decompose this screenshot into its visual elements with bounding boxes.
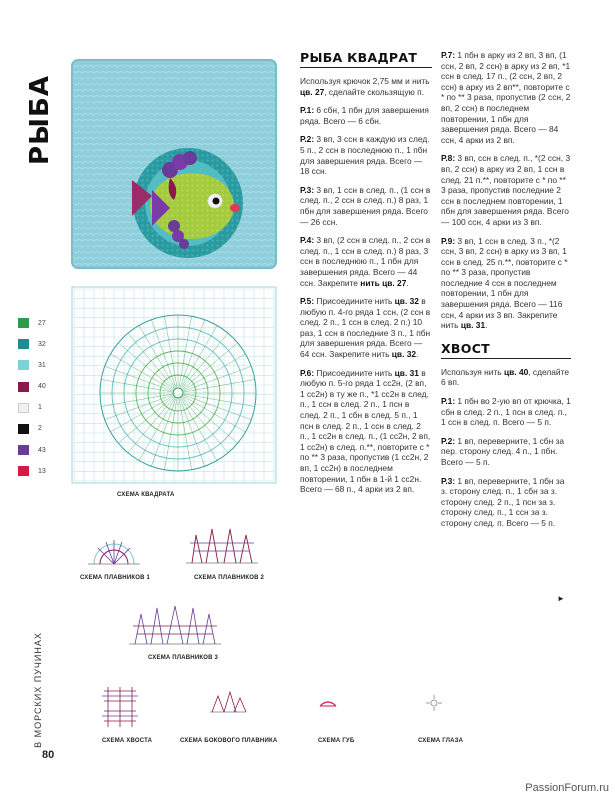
legend-item	[18, 403, 78, 413]
side-fin-caption: СХЕМА БОКОВОГО ПЛАВНИКА	[180, 738, 278, 744]
lips-caption: СХЕМА ГУБ	[318, 738, 355, 744]
row-text: 3 вп, 3 ссн в каждую из след. 5 п., 2 ссн в последнюю п., 1 пбн для завершения ряда. Всего — 18 ссн.	[300, 134, 430, 177]
legend-item	[18, 424, 78, 434]
legend-swatch	[18, 445, 29, 455]
row-text: в любую п. 4-го ряда 1 ссн, (2 ссн в след. 2 п., 1 ссн в след. 2 п.) 10 раз, 1 ссн в последние 3 п., 1 пбн для завершения ряда. Всего — 64 ссн. Закрепите нить	[300, 296, 431, 360]
legend-label: 27	[38, 319, 46, 327]
row-text: , сделайте скользящую п.	[324, 86, 425, 97]
row-bold: цв. 31	[394, 367, 419, 378]
instruction-row	[300, 368, 432, 495]
continue-arrow: ►	[557, 594, 565, 603]
instruction-row	[300, 105, 432, 126]
legend-item	[18, 466, 78, 476]
fins1-chart	[80, 520, 148, 568]
instruction-row	[300, 134, 432, 176]
legend-item	[18, 382, 78, 392]
legend-swatch	[18, 318, 29, 328]
row-bold: цв. 32	[394, 296, 419, 307]
tail-chart	[98, 683, 142, 731]
square-chart-caption: СХЕМА КВАДРАТА	[117, 492, 175, 498]
fins1-caption: СХЕМА ПЛАВНИКОВ 1	[80, 575, 151, 581]
row-bold: цв. 40	[504, 366, 529, 377]
legend-label: 31	[38, 361, 46, 369]
instruction-row	[300, 185, 432, 227]
instruction-row	[441, 236, 571, 331]
row-text: 1 вп, переверните, 1 пбн за з. сторону след. п., 1 сбн за з. сторону след. 2 п., 1 псн за з. сторону след. п., 1 ссн за з. сторону след. п. Всего — 5 п.	[441, 475, 565, 528]
legend-label: 40	[38, 383, 46, 391]
column-1	[300, 50, 432, 503]
row-text: 1 вп, переверните, 1 сбн за пер. сторону след. 4 п., 1 пбн. Всего — 5 п.	[441, 435, 565, 467]
watermark: PassionForum.ru	[525, 782, 609, 794]
row-label: Р.5:	[300, 296, 315, 307]
row-label: Р.1:	[300, 105, 315, 116]
row-text: 1 пбн во 2-ую вп от крючка, 1 сбн в след. 2 п., 1 псн в след. п., 1 ссн в след. п. Всего — 5 п.	[441, 396, 571, 428]
row-label: Р.7:	[441, 50, 456, 60]
row-text: 3 вп, 1 ссн в след. п., (1 ссн в след. п., 2 ссн в след. п.) 8 раз, 1 пбн для завершения ряда. Всего — 26 ссн.	[300, 184, 431, 227]
legend-label: 32	[38, 340, 46, 348]
row-text: .	[485, 320, 488, 331]
row-label: Р.4:	[300, 235, 315, 246]
legend-swatch	[18, 382, 29, 392]
eye-caption: СХЕМА ГЛАЗА	[418, 738, 464, 744]
row-text: Используя нить	[441, 366, 504, 377]
page-title: РЫБА	[25, 75, 55, 165]
row-bold: нить цв. 27	[360, 277, 407, 288]
square-chart	[70, 285, 278, 485]
legend-label: 2	[38, 425, 42, 433]
row-text: в любую п. 5-го ряда 1 сс2н, (2 вп, 1 сс2н) в ту же п., *1 сс2н в след. п., 1 ссн в след. 2 п., 1 псн в след. 2 п., 1 сбн в след. 5 п., 1 псн в след. 2 п., 1 ссн в след. 2 п., 1 сс2н в след. п., (1 сс2н, 2 вп, 1 сс2н) в след. п.**, повторите с * по ** 3 раза, пропустив (1 сс2н, 2 вп, 1 сс2н) в последнем повторении, 1 пбн в 1-й 1 сс2н. Всего — 68 п., 4 арки из 2 вп.	[300, 367, 431, 495]
row-label: Р.8:	[441, 153, 456, 164]
pattern-heading: РЫБА КВАДРАТ	[300, 50, 432, 68]
row-text: , сделайте 6 вп.	[441, 366, 570, 388]
legend-swatch	[18, 339, 29, 349]
row-text: Используя крючок 2,75 мм и нить	[300, 76, 430, 86]
legend-item	[18, 360, 78, 370]
tail-caption: СХЕМА ХВОСТА	[102, 738, 153, 744]
row-text: Присоедините нить	[314, 296, 395, 307]
fins2-caption: СХЕМА ПЛАВНИКОВ 2	[194, 575, 265, 581]
lips-chart	[318, 696, 338, 710]
row-text: 3 вп, (2 ссн в след. п., 2 ссн в след. п., 1 ссн в след. п.) 8 раз, 3 ссн в последнюю п., 1 пбн для завершения ряда. Всего — 44 ссн. Закрепите	[300, 235, 431, 288]
column-2	[441, 50, 571, 537]
instruction-row	[441, 153, 571, 227]
row-label: Р.3:	[441, 475, 456, 486]
fins3-caption: СХЕМА ПЛАВНИКОВ 3	[148, 655, 219, 661]
section-label: В МОРСКИХ ПУЧИНАХ	[33, 632, 43, 748]
legend-swatch	[18, 360, 29, 370]
legend-swatch	[18, 403, 29, 413]
instruction-row	[300, 296, 432, 360]
legend-label: 13	[38, 467, 46, 475]
tail-heading: ХВОСТ	[441, 341, 571, 359]
eye-chart	[425, 694, 443, 712]
fins3-chart	[125, 600, 225, 650]
row-text: 6 сбн, 1 пбн для завершения ряда. Всего — 6 сбн.	[300, 105, 429, 126]
row-bold: цв. 31	[460, 320, 486, 331]
row-label: Р.2:	[300, 134, 315, 145]
crochet-square-photo	[70, 58, 278, 270]
row-label: Р.9:	[441, 235, 456, 246]
instruction-row	[441, 367, 571, 388]
instruction-row	[441, 476, 571, 529]
row-label: Р.6:	[300, 367, 315, 378]
row-label: Р.2:	[441, 435, 456, 446]
row-text: 1 пбн в арку из 2 вп, 3 вп, (1 ссн, 2 вп, 2 ссн) в арку из 2 вп, *1 ссн в след. 17 п., (2 ссн, 2 вп, 2 ссн) в арку из 2 вп**, повторите с * по ** 3 раза, пропустив (2 ссн, 2 вп, 2 ссн) в последнем повторении, 1 пбн для завершения ряда. Всего — 84 ссн, 4 арки из 2 вп.	[441, 50, 571, 145]
row-text: Присоедините нить	[314, 367, 395, 378]
row-text: .	[406, 277, 409, 288]
legend-item	[18, 318, 78, 328]
color-legend	[18, 318, 78, 488]
instruction-row	[300, 76, 432, 97]
row-label: Р.1:	[441, 396, 456, 407]
legend-label: 1	[38, 404, 42, 412]
instruction-row	[441, 436, 571, 468]
row-text: .	[416, 349, 419, 360]
row-label: Р.3:	[300, 184, 315, 195]
side-fin-chart	[208, 688, 248, 716]
row-text: 3 вп, ссн в след. п., *(2 ссн, 3 вп, 2 ссн) в арку из 2 вп, 1 ссн в след. 21 п.**, повторите с * по ** 3 раза, пропустив последние 2 ссн в последнем повторении, 1 пбн для завершения ряда. Всего — 100 ссн, 4 арки из 3 вп.	[441, 153, 571, 227]
legend-swatch	[18, 466, 29, 476]
instruction-row	[300, 235, 432, 288]
row-bold: цв. 27	[300, 86, 325, 97]
row-bold: цв. 32	[391, 349, 417, 360]
legend-label: 43	[38, 446, 46, 454]
instruction-row	[441, 396, 571, 428]
legend-item	[18, 445, 78, 455]
row-text: 3 вп, 1 ссн в след. 3 п., *(2 ссн, 3 вп, 2 ссн) в арку из 3 вп, 1 ссн в след. 25 п.**, повторите с * по ** 3 раза, пропустив последние 4 ссн в последнем повторении, 1 пбн для завершения ряда. Всего — 116 ссн, 4 арки из 3 вп. Закрепите нить	[441, 235, 568, 331]
page-number: 80	[42, 749, 55, 761]
instruction-row	[441, 50, 571, 145]
fins2-chart	[182, 515, 262, 567]
legend-swatch	[18, 424, 29, 434]
legend-item	[18, 339, 78, 349]
